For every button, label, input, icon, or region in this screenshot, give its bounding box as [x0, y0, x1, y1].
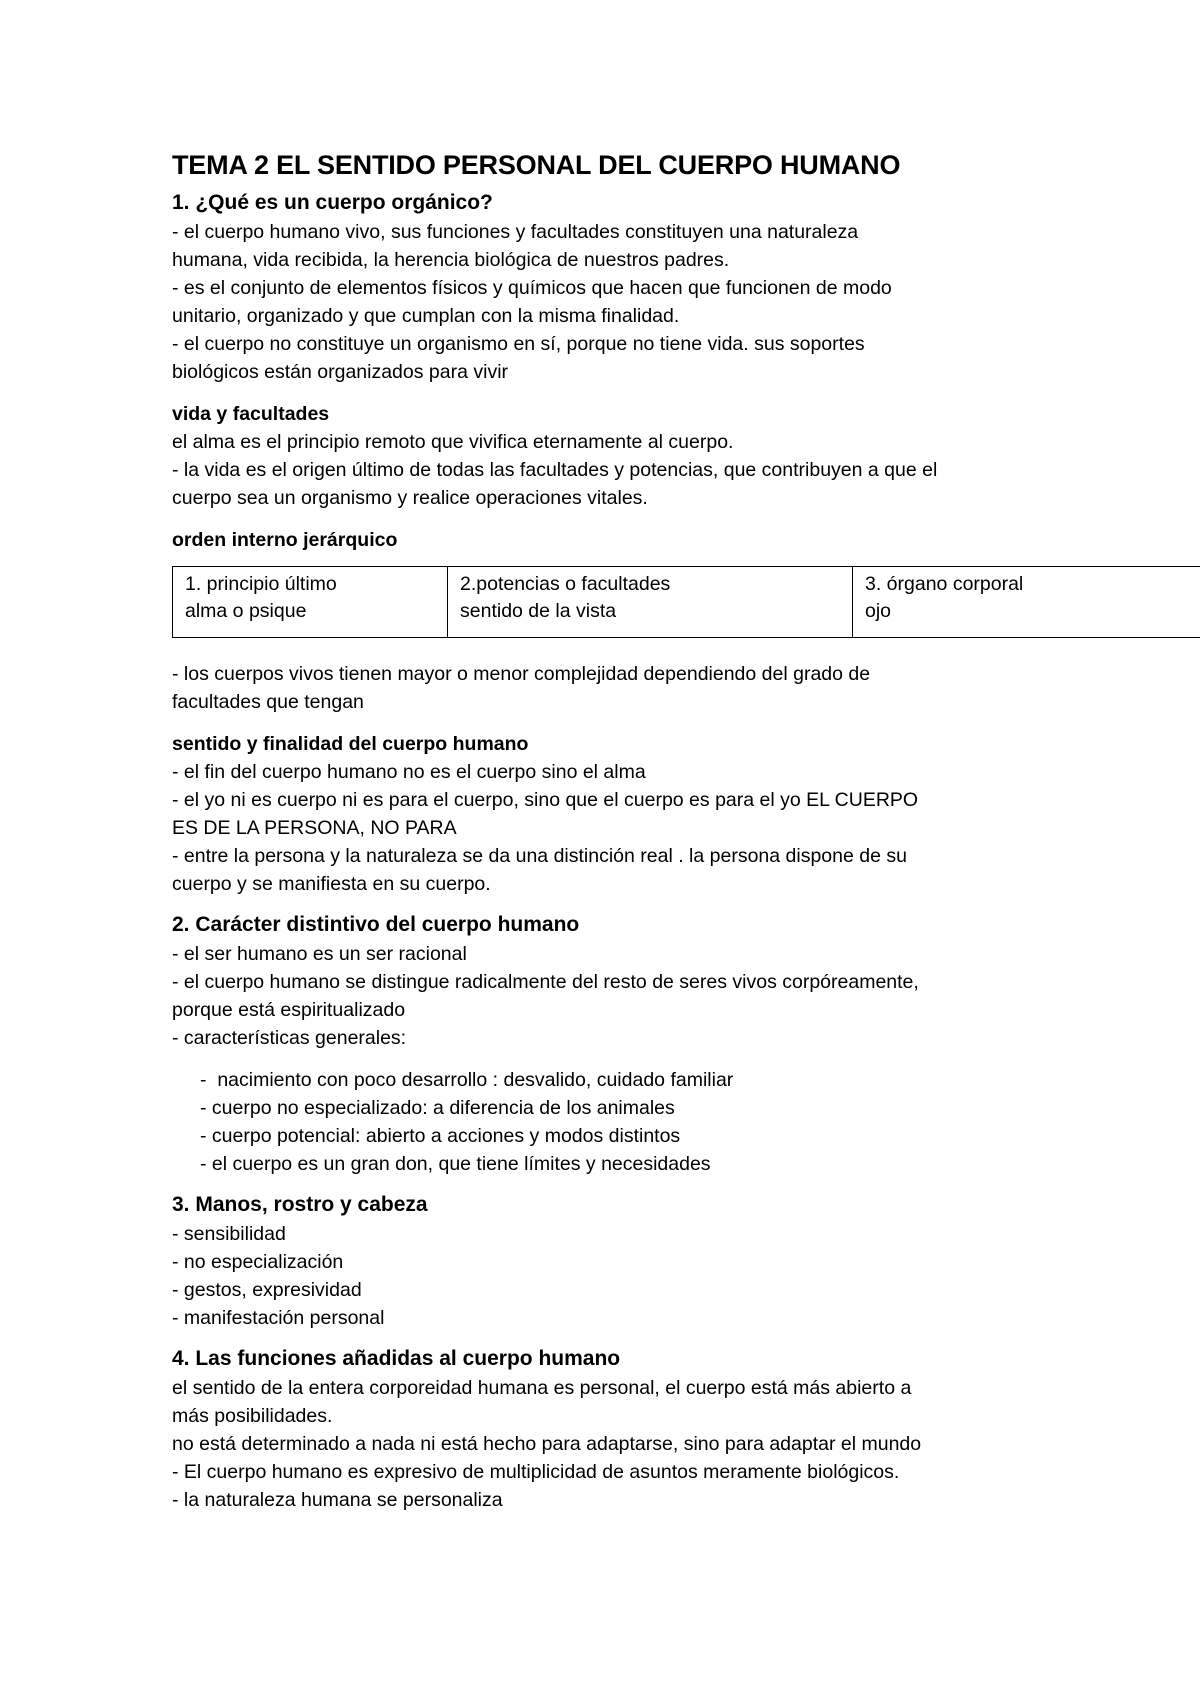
subheading-orden: orden interno jerárquico — [172, 529, 398, 551]
characteristics-list — [172, 1066, 1172, 1178]
cell-line: 2.potencias o facultades — [460, 573, 671, 595]
list-item: - cuerpo no especializado: a diferencia de los animales — [200, 1097, 675, 1119]
section-4-heading: 4. Las funciones añadidas al cuerpo humano — [172, 1347, 621, 1370]
paragraph-line: - el fin del cuerpo humano no es el cuerpo sino el alma — [172, 761, 646, 783]
paragraph-line: el sentido de la entera corporeidad humana es personal, el cuerpo está más abierto a — [172, 1377, 912, 1399]
section-3-heading: 3. Manos, rostro y cabeza — [172, 1193, 428, 1216]
paragraph-line: cuerpo sea un organismo y realice operaciones vitales. — [172, 487, 648, 509]
subheading-sentido: sentido y finalidad del cuerpo humano — [172, 733, 529, 755]
paragraph-line: cuerpo y se manifiesta en su cuerpo. — [172, 873, 491, 895]
paragraph-line: más posibilidades. — [172, 1405, 333, 1427]
paragraph-line: - entre la persona y la naturaleza se da una distinción real . la persona dispone de su — [172, 845, 907, 867]
paragraph-line: porque está espiritualizado — [172, 999, 406, 1021]
paragraph-line: unitario, organizado y que cumplan con la misma finalidad. — [172, 305, 680, 327]
table-cell — [853, 567, 1200, 638]
list-item: - nacimiento con poco desarrollo : desvalido, cuidado familiar — [200, 1069, 734, 1091]
paragraph-line: no está determinado a nada ni está hecho para adaptarse, sino para adaptar el mundo — [172, 1433, 922, 1455]
paragraph-line: ES DE LA PERSONA, NO PARA — [172, 817, 457, 839]
paragraph-line: - los cuerpos vivos tienen mayor o menor complejidad dependiendo del grado de — [172, 663, 871, 685]
list-item: - cuerpo potencial: abierto a acciones y modos distintos — [200, 1125, 681, 1147]
paragraph-line: - no especialización — [172, 1251, 344, 1273]
paragraph-line: - características generales: — [172, 1027, 407, 1049]
document-title: TEMA 2 EL SENTIDO PERSONAL DEL CUERPO HUMANO — [172, 150, 901, 180]
subheading-vida: vida y facultades — [172, 403, 330, 425]
list-item: - el cuerpo es un gran don, que tiene límites y necesidades — [200, 1153, 711, 1175]
table-cell — [448, 567, 853, 638]
cell-line: 1. principio último — [185, 573, 337, 595]
paragraph-line: - el ser humano es un ser racional — [172, 943, 467, 965]
paragraph-line: facultades que tengan — [172, 691, 364, 713]
paragraph-line: - el cuerpo humano vivo, sus funciones y facultades constituyen una naturaleza — [172, 221, 859, 243]
table-row — [173, 567, 1200, 638]
paragraph-line: - el cuerpo humano se distingue radicalmente del resto de seres vivos corpóreamente, — [172, 971, 919, 993]
paragraph-line: - gestos, expresividad — [172, 1279, 362, 1301]
paragraph-line: - la vida es el origen último de todas las facultades y potencias, que contribuyen a que el — [172, 459, 938, 481]
document-page — [172, 148, 1172, 1514]
section-1-heading: 1. ¿Qué es un cuerpo orgánico? — [172, 191, 493, 214]
cell-line: 3. órgano corporal — [865, 573, 1024, 595]
table-cell — [173, 567, 448, 638]
paragraph-line: - el cuerpo no constituye un organismo en sí, porque no tiene vida. sus soportes — [172, 333, 865, 355]
paragraph-line: - es el conjunto de elementos físicos y químicos que hacen que funcionen de modo — [172, 277, 892, 299]
paragraph-line: - la naturaleza humana se personaliza — [172, 1489, 503, 1511]
paragraph-line: - el yo ni es cuerpo ni es para el cuerpo, sino que el cuerpo es para el yo EL CUERPO — [172, 789, 919, 811]
cell-line: ojo — [865, 600, 892, 622]
hierarchy-table — [172, 566, 1200, 638]
cell-line: alma o psique — [185, 600, 307, 622]
section-2-heading: 2. Carácter distintivo del cuerpo humano — [172, 913, 580, 936]
cell-line: sentido de la vista — [460, 600, 617, 622]
paragraph-line: el alma es el principio remoto que vivifica eternamente al cuerpo. — [172, 431, 734, 453]
paragraph-line: humana, vida recibida, la herencia biológica de nuestros padres. — [172, 249, 730, 271]
paragraph-line: - manifestación personal — [172, 1307, 385, 1329]
paragraph-line: - El cuerpo humano es expresivo de multiplicidad de asuntos meramente biológicos. — [172, 1461, 900, 1483]
paragraph-line: biológicos están organizados para vivir — [172, 361, 509, 383]
paragraph-line: - sensibilidad — [172, 1223, 286, 1245]
